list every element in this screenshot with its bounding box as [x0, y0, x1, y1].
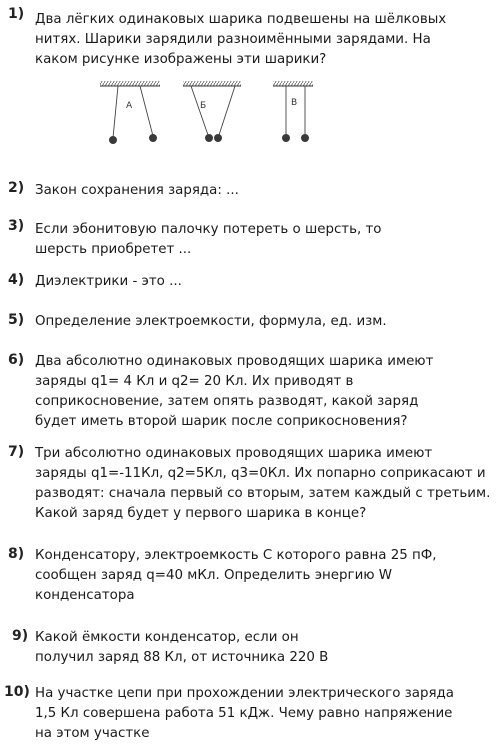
question-number: 8): [8, 546, 25, 562]
pendulum-b: [183, 81, 241, 142]
ball-icon: [149, 134, 157, 142]
question-number: 3): [8, 218, 25, 234]
question-text: Три абсолютно одинаковых проводящих шарика имеют заряды q1=-11Кл, q2=5Кл, q3=0Кл. Их попарно соприкасают и разводят: сначала первый со вторым, затем каждый с третьим. Какой заряд будет у первого шарика в конце?: [35, 446, 491, 521]
question-text: Два лёгких одинаковых шарика подвешены на шёлковых нитях. Шарики зарядили разноимёнными зарядами. На каком рисунке изображены эти шарики?: [35, 12, 447, 67]
question-number: 10): [4, 684, 30, 700]
question-text: На участке цепи при прохождении электрического заряда 1,5 Кл совершена работа 51 кДж. Чему равно напряжение на этом участке: [35, 686, 454, 741]
pendulum-a: [100, 81, 160, 144]
question-number: 6): [8, 352, 25, 368]
question-number: 7): [8, 444, 25, 460]
question-text: Определение электроемкости, формула, ед. изм.: [35, 314, 387, 329]
question-text: Конденсатору, электроемкость С которого равна 25 пФ, сообщен заряд q=40 мКл. Определить энергию W конденсатора: [35, 548, 437, 603]
ball-icon: [282, 134, 290, 142]
ball-icon: [301, 134, 309, 142]
ball-icon: [205, 134, 213, 142]
question-text: Два абсолютно одинаковых проводящих шарика имеют заряды q1= 4 Кл и q2= 20 Кл. Их приводят в соприкосновение, затем опять разводят, какой заряд будет иметь второй шарик после соприкосновения?: [35, 354, 434, 429]
question-number: 1): [8, 6, 25, 22]
pendulum-c: [273, 81, 313, 142]
figure-label-c: В: [291, 98, 298, 108]
question-text: Диэлектрики - это ...: [35, 274, 182, 289]
ball-icon: [214, 134, 222, 142]
question-number: 5): [8, 312, 25, 328]
question-number: 4): [8, 272, 25, 288]
question-number: 2): [8, 180, 25, 196]
question-text: Если эбонитовую палочку потереть о шерсть, то шерсть приобретет ...: [35, 222, 382, 257]
ball-icon: [109, 136, 117, 144]
figure-label-a: А: [126, 101, 133, 111]
question-text: Какой ёмкости конденсатор, если он получил заряд 88 Кл, от источника 220 В: [35, 630, 329, 665]
question-text: Закон сохранения заряда: ...: [35, 183, 239, 198]
figure-label-b: Б: [200, 101, 207, 111]
question-number: 9): [12, 628, 29, 644]
pendulum-figure: [95, 78, 335, 150]
